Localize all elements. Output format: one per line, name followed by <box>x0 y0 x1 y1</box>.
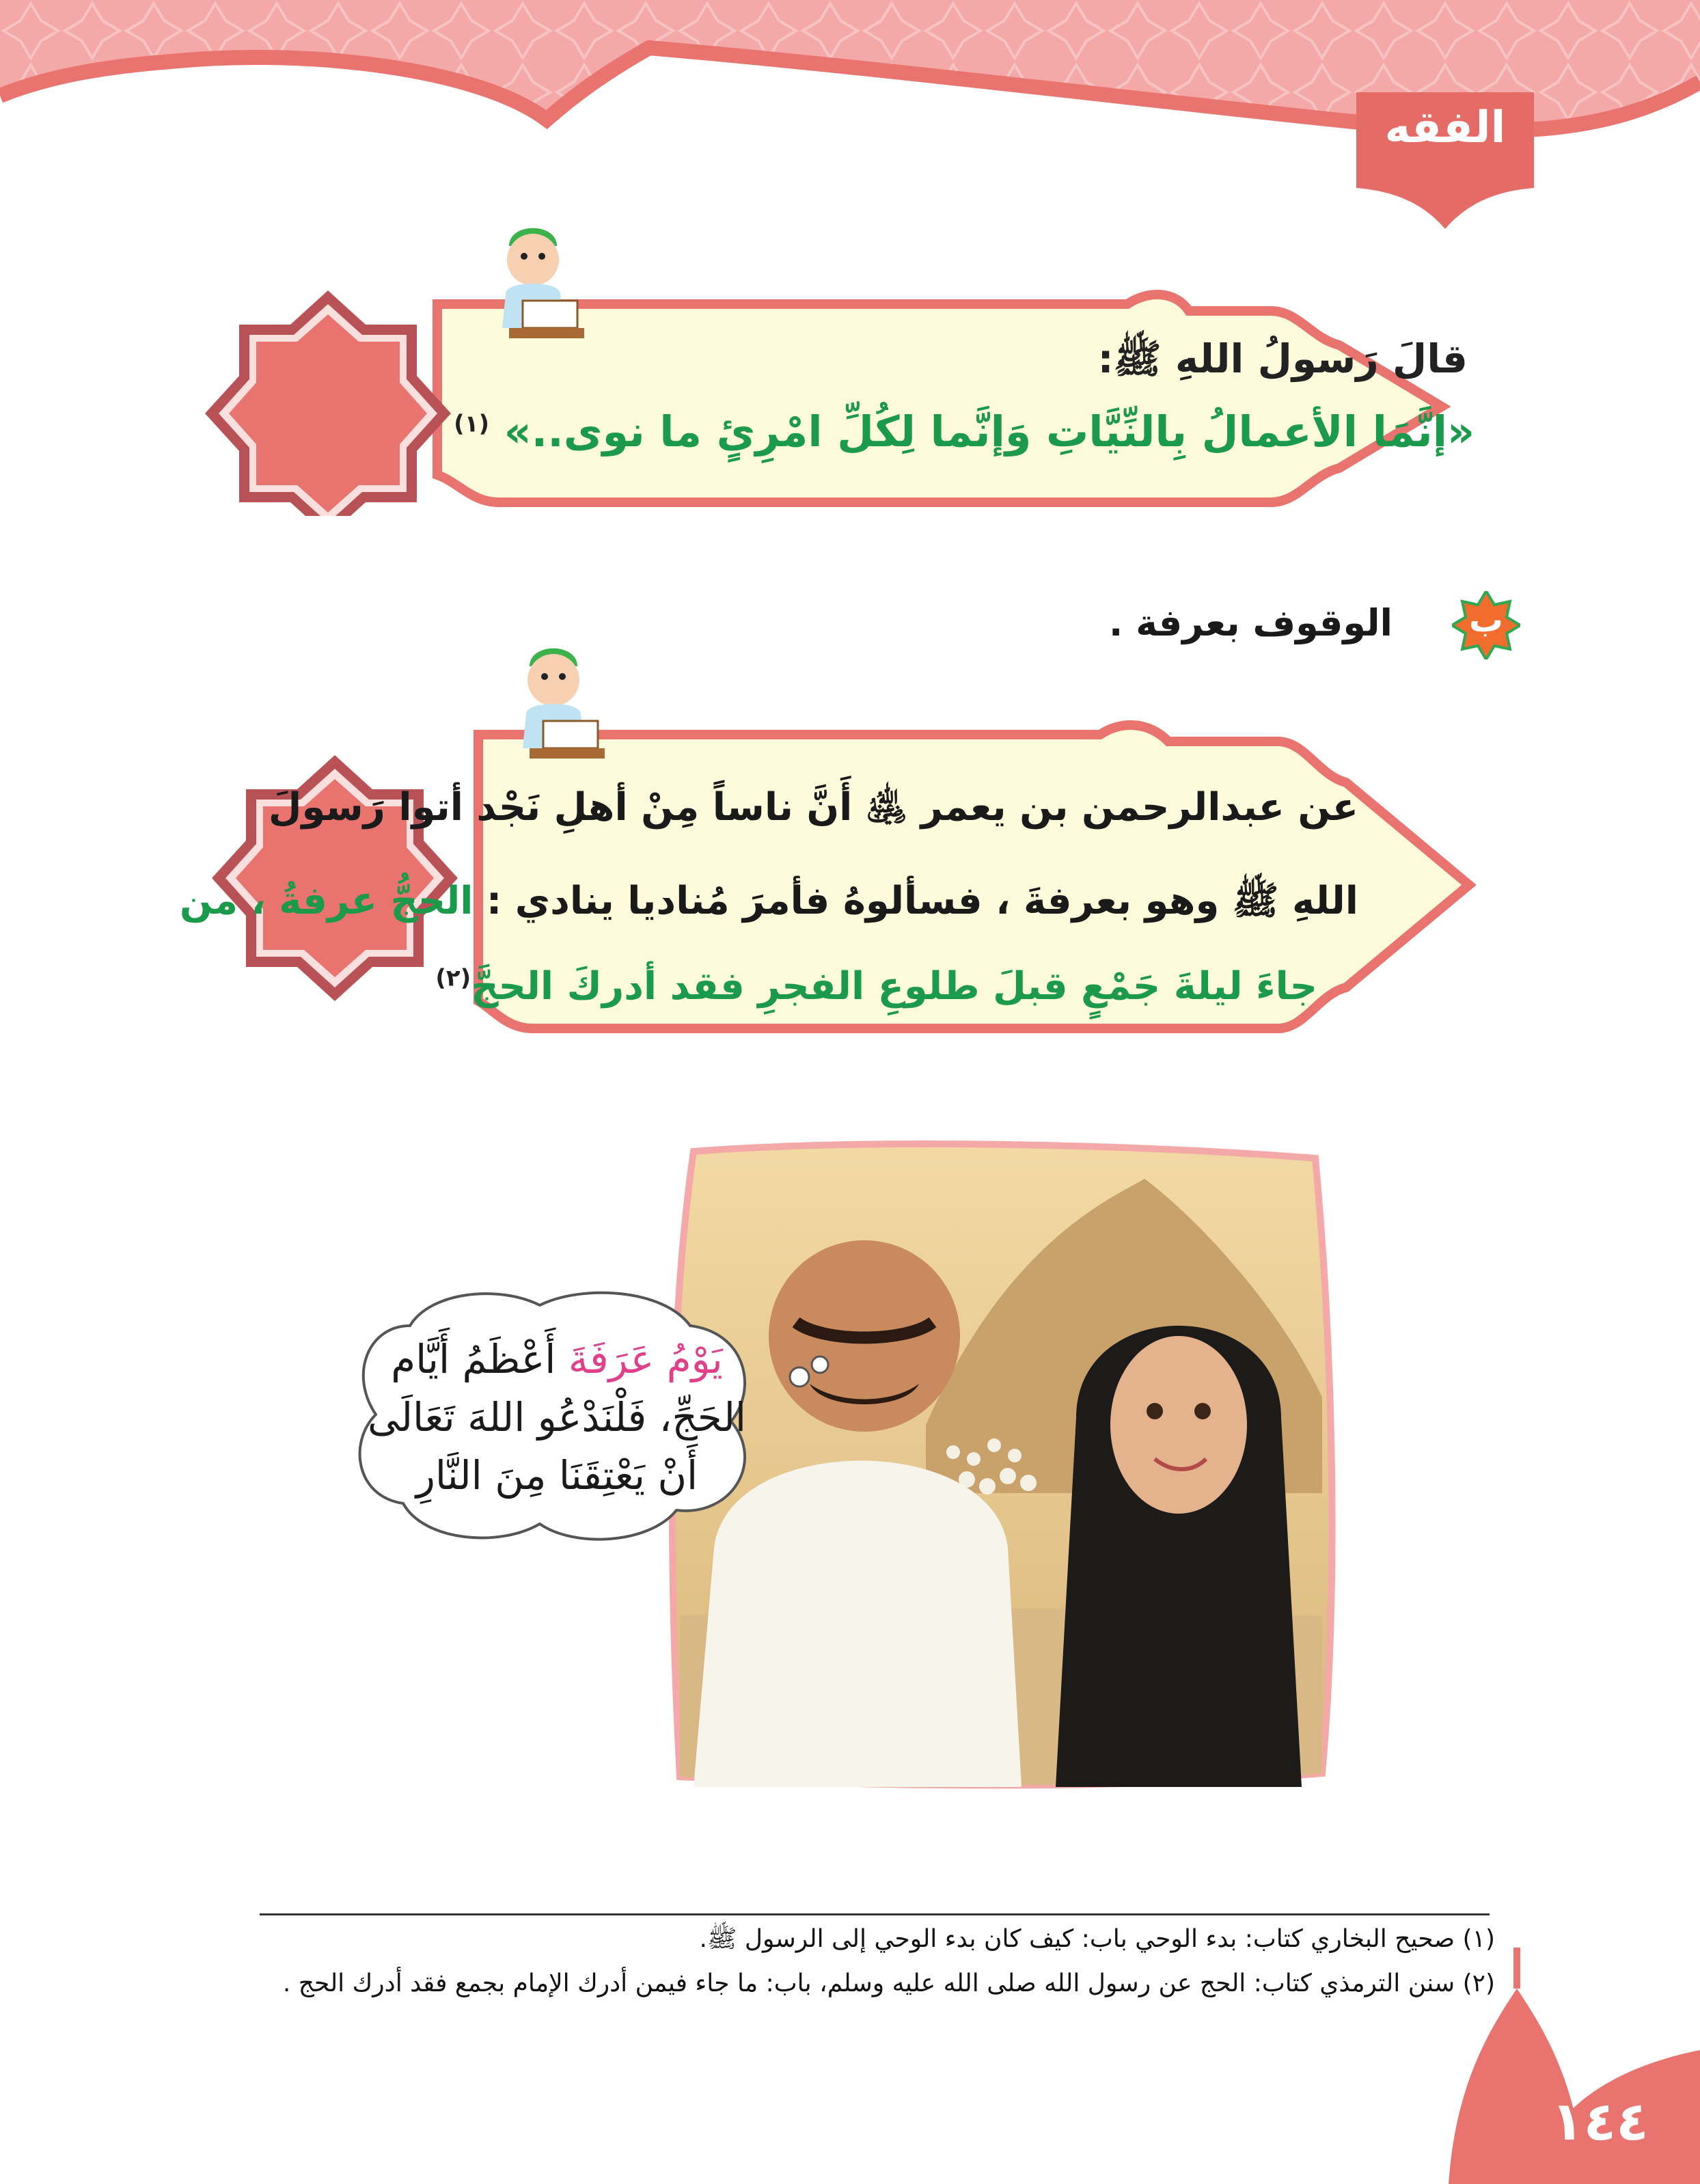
section-title: الوقوف بعرفة . <box>1108 601 1393 644</box>
hadith-2-line-1: عن عبدالرحمن بن يعمر ﵁ أَنَّ ناساً مِنْ أهلِ نَجْد أتوا رَسولَ <box>268 785 1358 830</box>
hadith-2-line-2 <box>180 878 1358 924</box>
subject-title: الفقه <box>1384 103 1506 153</box>
bubble-line-1 <box>366 1336 748 1382</box>
footnote-2: (٢) سنن الترمذي كتاب: الحج عن رسول الله صلى الله عليه وسلم، باب: ما جاء فيمن أدرك الإمام بجمع فقد أدرك الحج . <box>282 1969 1495 1997</box>
hadith-2-line-2-quote: الحجُّ عرفةُ ، من <box>179 879 474 923</box>
hadith-2-line-2-text: اللهِ ﷺ وهو بعرفةَ ، فسألوهُ فأمرَ مُناديا ينادي : <box>473 879 1358 923</box>
hadith-2-line-3 <box>435 964 1317 1009</box>
bubble-tail <box>786 1350 834 1391</box>
page-number: ١٤٤ <box>1551 2091 1649 2153</box>
child-reading-icon <box>482 219 591 342</box>
bubble-line-2: الحَجِّ، فَلْنَدْعُو اللهَ تَعَالَى <box>367 1394 747 1441</box>
hadith-frame-1 <box>205 284 1469 516</box>
bubble-line-1-rest: أَعْظَمُ أَيَّام <box>391 1336 556 1382</box>
footnote-1: (١) صحيح البخاري كتاب: بدء الوحي باب: كيف كان بدء الوحي إلى الرسول ﷺ. <box>699 1925 1495 1953</box>
bubble-line-3: أَنْ يَعْتِقَنَا مِنَ النَّارِ <box>415 1452 698 1499</box>
footnote-divider <box>260 1913 1490 1915</box>
hadith-text-1 <box>454 407 1475 456</box>
footnote-ref-1: (١) <box>454 410 489 438</box>
hadith-intro: قالَ رَسولُ اللهِ ﷺ: <box>1097 336 1468 382</box>
footnote-ref-2: (٢) <box>435 964 471 992</box>
hadith-quote: «إنَّمَا الأعمالُ بِالنِّيَّاتِ وَإنَّما لِكُلِّ امْرِئٍ ما نوى..» <box>504 407 1475 456</box>
child-reading-icon-2 <box>502 639 612 762</box>
hadith-2-line-3-quote: جاءَ ليلةَ جَمْعٍ قبلَ طلوعِ الفجرِ فقد أدركَ الحجَّ <box>471 964 1317 1009</box>
bubble-highlight: يَوْمُ عَرَفَةَ <box>568 1336 723 1382</box>
section-badge-letter: ب <box>1468 600 1504 640</box>
